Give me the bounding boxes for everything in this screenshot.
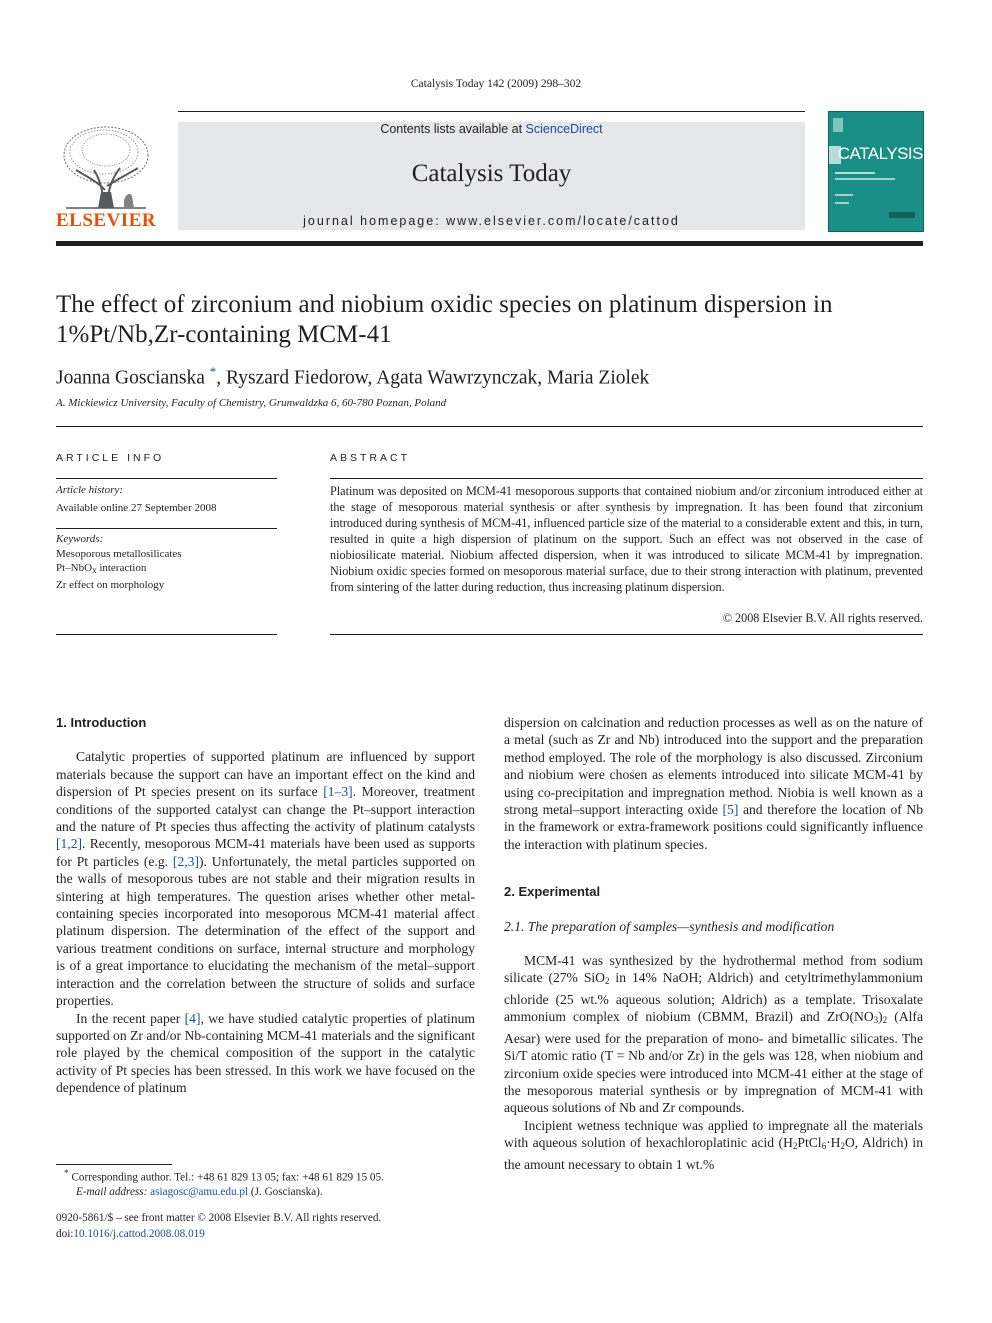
intro-paragraph-2-continued: dispersion on calcination and reduction processes as well as on the nature of a metal (such as Zr and Nb) introduced into the support and the preparation method employed. The role of the morphology is also discussed. Zirconium and niobium were chosen as elements introduced into silicate MCM-41 by using co-precipitation and impregnation method. Niobia is well known as a strong metal–support interacting oxide [5] and therefore the location of Nb in the framework or extra-framework positions could significantly influence the interaction with platinum species.: [504, 715, 923, 852]
article-history: [56, 483, 277, 515]
affiliation: A. Mickiewicz University, Faculty of Chemistry, Grunwaldzka 6, 60-780 Poznan, Poland: [56, 397, 447, 409]
experimental-paragraph-1: MCM-41 was synthesized by the hydrothermal method from sodium silicate (27% SiO$_2$ in 14% NaOH; Aldrich) and cetyltrimethylammonium chloride (25 wt.% aqueous solution; Aldrich) as a template. Trisoxalate ammonium complex of niobium (CBMM, Brazil) and $ZrO(NO_3)_2$ (Alfa Aesar) were used for the preparation of mono- and bimetallic silicates. The Si/T atomic ratio (T = Nb and/or Zr) in the gels was 128, when niobium and zirconium oxide species were introduced into MCM-41 either at the stage of the mesoporous material synthesis or by impregnation of MCM-41 with aqueous solutions of Nb and Zr compounds.: [504, 953, 923, 1116]
history-label: Article history:: [56, 484, 123, 496]
corresponding-author-mark[interactable]: *: [209, 364, 217, 379]
keywords: [56, 532, 277, 592]
article-info-bottom-rule: [56, 634, 277, 635]
reference-link[interactable]: [2,3]: [172, 853, 199, 869]
header-rule: [178, 111, 805, 112]
abstract-heading: ABSTRACT: [330, 452, 411, 464]
keywords-label: Keywords:: [56, 533, 104, 545]
journal-title: Catalysis Today: [411, 160, 572, 187]
abstract-text: Platinum was deposited on MCM-41 mesoporous supports that contained niobium and/or zirconium introduced either at the stage of mesoporous material synthesis or after synthesis by impregnation. It has been found that zirconium introduced during synthesis of MCM-41, influenced particle size of the material to a considerable extent and this, in turn, resulted in quite a high dispersion of platinum on the support. Such an effect was not observed in the case of niobiosilicate material. Niobium affected dispersion, when it was introduced to silicate MCM-41 by impregnation. Niobium oxidic species formed on mesoporous material surface, due to their strong interaction with platinum, prevented from sintering of the latter during reduction, thus increasing platinum dispersion.: [330, 484, 923, 594]
corresponding-author-footnote: * Corresponding author. Tel.: +48 61 829 13 05; fax: +48 61 829 15 05. E-mail address: asiagosc@amu.edu.pl (J. Goscianska).: [64, 1169, 384, 1199]
history-rule: [56, 528, 277, 529]
doi-link[interactable]: 10.1016/j.cattod.2008.08.019: [73, 1227, 205, 1240]
author-email-link[interactable]: asiagosc@amu.edu.pl: [150, 1186, 249, 1199]
keyword: Mesoporous metallosilicates: [56, 547, 182, 560]
footnote-rule: [56, 1164, 172, 1165]
sciencedirect-link[interactable]: ScienceDirect: [525, 122, 603, 136]
reference-link[interactable]: [1,2]: [56, 836, 83, 852]
article-info-heading: ARTICLE INFO: [56, 452, 165, 464]
section-heading-experimental: 2. Experimental: [504, 884, 601, 900]
keyword: Pt–NbO$_x$ interaction: [56, 562, 147, 575]
issn-line: 0920-5861/$ – see front matter © 2008 Elsevier B.V. All rights reserved.: [56, 1212, 382, 1224]
keyword: Zr effect on morphology: [56, 578, 165, 591]
subsection-heading-preparation: 2.1. The preparation of samples—synthesis and modification: [504, 918, 835, 934]
journal-cover: [828, 111, 924, 232]
experimental-paragraph-2: Incipient wetness technique was applied to impregnate all the materials with aqueous solution of hexachloroplatinic acid ($H_2PtCl_6\cdot H_2O$, Aldrich) in the amount necessary to obtain 1 wt.%: [504, 1117, 923, 1172]
reference-link[interactable]: [5]: [722, 802, 739, 818]
info-top-rule: [56, 426, 923, 427]
reference-link[interactable]: [1–3]: [323, 784, 353, 800]
journal-citation: Catalysis Today 142 (2009) 298–302: [410, 78, 582, 90]
other-authors: , Ryszard Fiedorow, Agata Wawrzynczak, Maria Ziolek: [216, 367, 650, 389]
article-info-rule: [56, 478, 277, 479]
front-matter-info: [56, 1211, 486, 1242]
column-left: [56, 714, 475, 1097]
intro-paragraph-2: In the recent paper [4], we have studied catalytic properties of platinum supported on Zr and/or Nb-containing MCM-41 materials and the significant role played by the chemical composition of the support in the catalytic activity of Pt species has been stressed. In this work we have focused on the dependence of platinum: [56, 1010, 475, 1096]
masthead-rule: [56, 241, 923, 246]
intro-paragraph-1: Catalytic properties of supported platinum are influenced by support materials because the support can have an important effect on the kind and dispersion of Pt species present on its surface [1–3]. Moreover, treatment conditions of the supported catalyst can change the Pt–support interaction and the nature of Pt species thus affecting the activity of platinum catalysts [1,2]. Recently, mesoporous MCM-41 materials have been used as supports for Pt particles (e.g. [2,3]). Unfortunately, the metal particles supported on the walls of mesoporous tubes are not stable and their migration results in sintering at high temperatures. The question arises whether other metal-containing species incorporated into mesoporous MCM-41 material affect platinum dispersion. The determination of the effect of the support and various treatment conditions on surface, internal structure and morphology is of a great importance to elucidating the mechanism of the metal–support interaction and the correlation between the structure of solids and surface properties.: [56, 749, 476, 1009]
author-1: Joanna Goscianska: [56, 367, 205, 389]
abstract-bottom-rule: [330, 634, 923, 635]
cover-title: CATALYSIS: [837, 144, 923, 163]
abstract-rule: [330, 478, 923, 479]
column-right: [504, 714, 923, 1173]
journal-masthead: [178, 122, 805, 230]
contents-line: [178, 122, 805, 136]
contents-prefix: Contents lists available at: [380, 122, 526, 136]
cover-art-icon: [829, 112, 923, 231]
reference-link[interactable]: [4]: [184, 1010, 201, 1026]
publisher-wordmark: ELSEVIER: [56, 210, 157, 231]
history-value: Available online 27 September 2008: [56, 501, 217, 514]
article-title: The effect of zirconium and niobium oxidic species on platinum dispersion in 1%Pt/Nb,Zr-containing MCM-41: [56, 291, 833, 348]
section-heading-introduction: 1. Introduction: [56, 715, 147, 730]
doi-line: doi:10.1016/j.cattod.2008.08.019: [56, 1227, 205, 1240]
abstract-copyright: © 2008 Elsevier B.V. All rights reserved.: [722, 611, 923, 625]
footnote-mark: *: [64, 1169, 69, 1179]
author-list: [56, 364, 916, 390]
journal-homepage: journal homepage: www.elsevier.com/locate/cattod: [303, 214, 680, 228]
